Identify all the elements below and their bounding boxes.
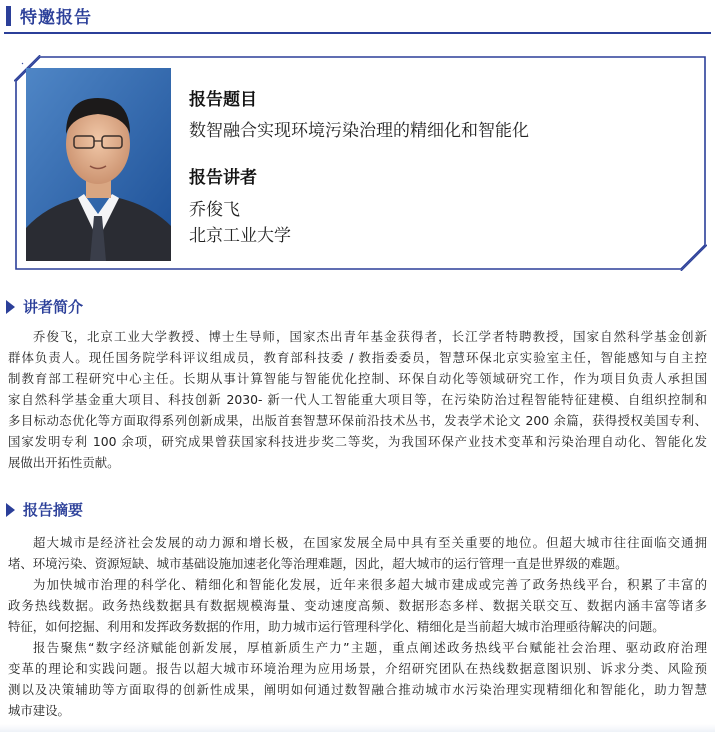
speaker-portrait-image bbox=[26, 68, 171, 261]
abstract-line: 城市建设。 bbox=[8, 703, 70, 718]
triangle-bullet-icon bbox=[6, 503, 15, 517]
header-divider bbox=[4, 32, 711, 34]
abstract-line: 报告聚焦“数字经济赋能创新发展，厚植新质生产力”主题，重点阐述政务热线平台赋能社会治理、驱动政府治理 bbox=[33, 640, 707, 655]
abstract-line: 特征，如何挖掘、利用和发挥政务数据的作用，助力城市运行管理科学化、精细化是当前超大城市治理亟待解决的问题。 bbox=[8, 619, 665, 634]
bio-line: 国家发明专利 100 余项，研究成果曾获国家科技进步奖二等奖，为我国环保产业技术变革和污染治理自动化、智能化发 bbox=[8, 434, 707, 449]
bio-heading-label: 讲者简介 bbox=[23, 298, 84, 316]
abstract-heading-label: 报告摘要 bbox=[23, 501, 84, 519]
page-title: 特邀报告 bbox=[20, 8, 92, 28]
bio-line: 展做出开拓性贡献。 bbox=[8, 455, 120, 470]
speaker-name: 乔俊飞 bbox=[189, 200, 240, 220]
bottom-fade bbox=[0, 724, 715, 732]
triangle-bullet-icon bbox=[6, 300, 15, 314]
abstract-line: 为加快城市治理的科学化、精细化和智能化发展，近年来很多超大城市建成或完善了政务热线平台，积累了丰富的 bbox=[33, 577, 707, 592]
talk-topic: 数智融合实现环境污染治理的精细化和智能化 bbox=[189, 121, 529, 141]
speaker-affiliation: 北京工业大学 bbox=[189, 226, 291, 246]
abstract-line: 超大城市是经济社会发展的动力源和增长极，在国家发展全局中具有至关重要的地位。但超大城市往往面临交通拥 bbox=[33, 535, 707, 550]
header-accent-bar bbox=[6, 6, 11, 26]
abstract-line: 测以及决策辅助等方面取得的创新性成果，阐明如何通过数智融合推动城市水污染治理实现精细化和智能化，助力智慧 bbox=[8, 682, 707, 697]
bio-line: 家自然科学基金重大项目、科技创新 2030- 新一代人工智能重大项目等，在污染防治过程智能特征建模、自组织控制和 bbox=[8, 392, 707, 407]
bio-paragraph bbox=[8, 326, 707, 473]
speaker-photo bbox=[26, 68, 171, 261]
abstract-line: 堵、环境污染、资源短缺、城市基础设施加速老化等治理难题，因此，超大城市的运行管理一直是世界级的难题。 bbox=[8, 556, 628, 571]
abstract-line: 变革的理论和实践问题。报告以超大城市环境治理为应用场景，介绍研究团队在热线数据意图识别、诉求分类、风险预 bbox=[8, 661, 707, 676]
section-header bbox=[0, 0, 715, 34]
speaker-label: 报告讲者 bbox=[189, 168, 257, 188]
bio-line: 制教育部工程研究中心主任。长期从事计算智能与智能优化控制、环保自动化等领域研究工作，作为项目负责人承担国 bbox=[8, 371, 707, 386]
bio-line: 多目标动态优化等方面取得系列创新成果，出版首套智慧环保前沿技术丛书，发表学术论文 200 余篇，获得授权美国专利、 bbox=[8, 413, 707, 428]
topic-label: 报告题目 bbox=[189, 90, 257, 110]
abstract-paragraph bbox=[8, 532, 707, 721]
speaker-card bbox=[14, 55, 707, 271]
bio-line: 乔俊飞，北京工业大学教授、博士生导师，国家杰出青年基金获得者，长江学者特聘教授，国家自然科学基金创新 bbox=[33, 329, 707, 344]
abstract-line: 政务热线数据。政务热线数据具有数据规模海量、变动速度高频、数据形态多样、数据关联交互、数据内涵丰富等诸多 bbox=[8, 598, 707, 613]
bio-line: 群体负责人。现任国务院学科评议组成员，教育部科技委 / 教指委委员，智慧环保北京实验室主任，智能感知与自主控 bbox=[8, 350, 707, 365]
